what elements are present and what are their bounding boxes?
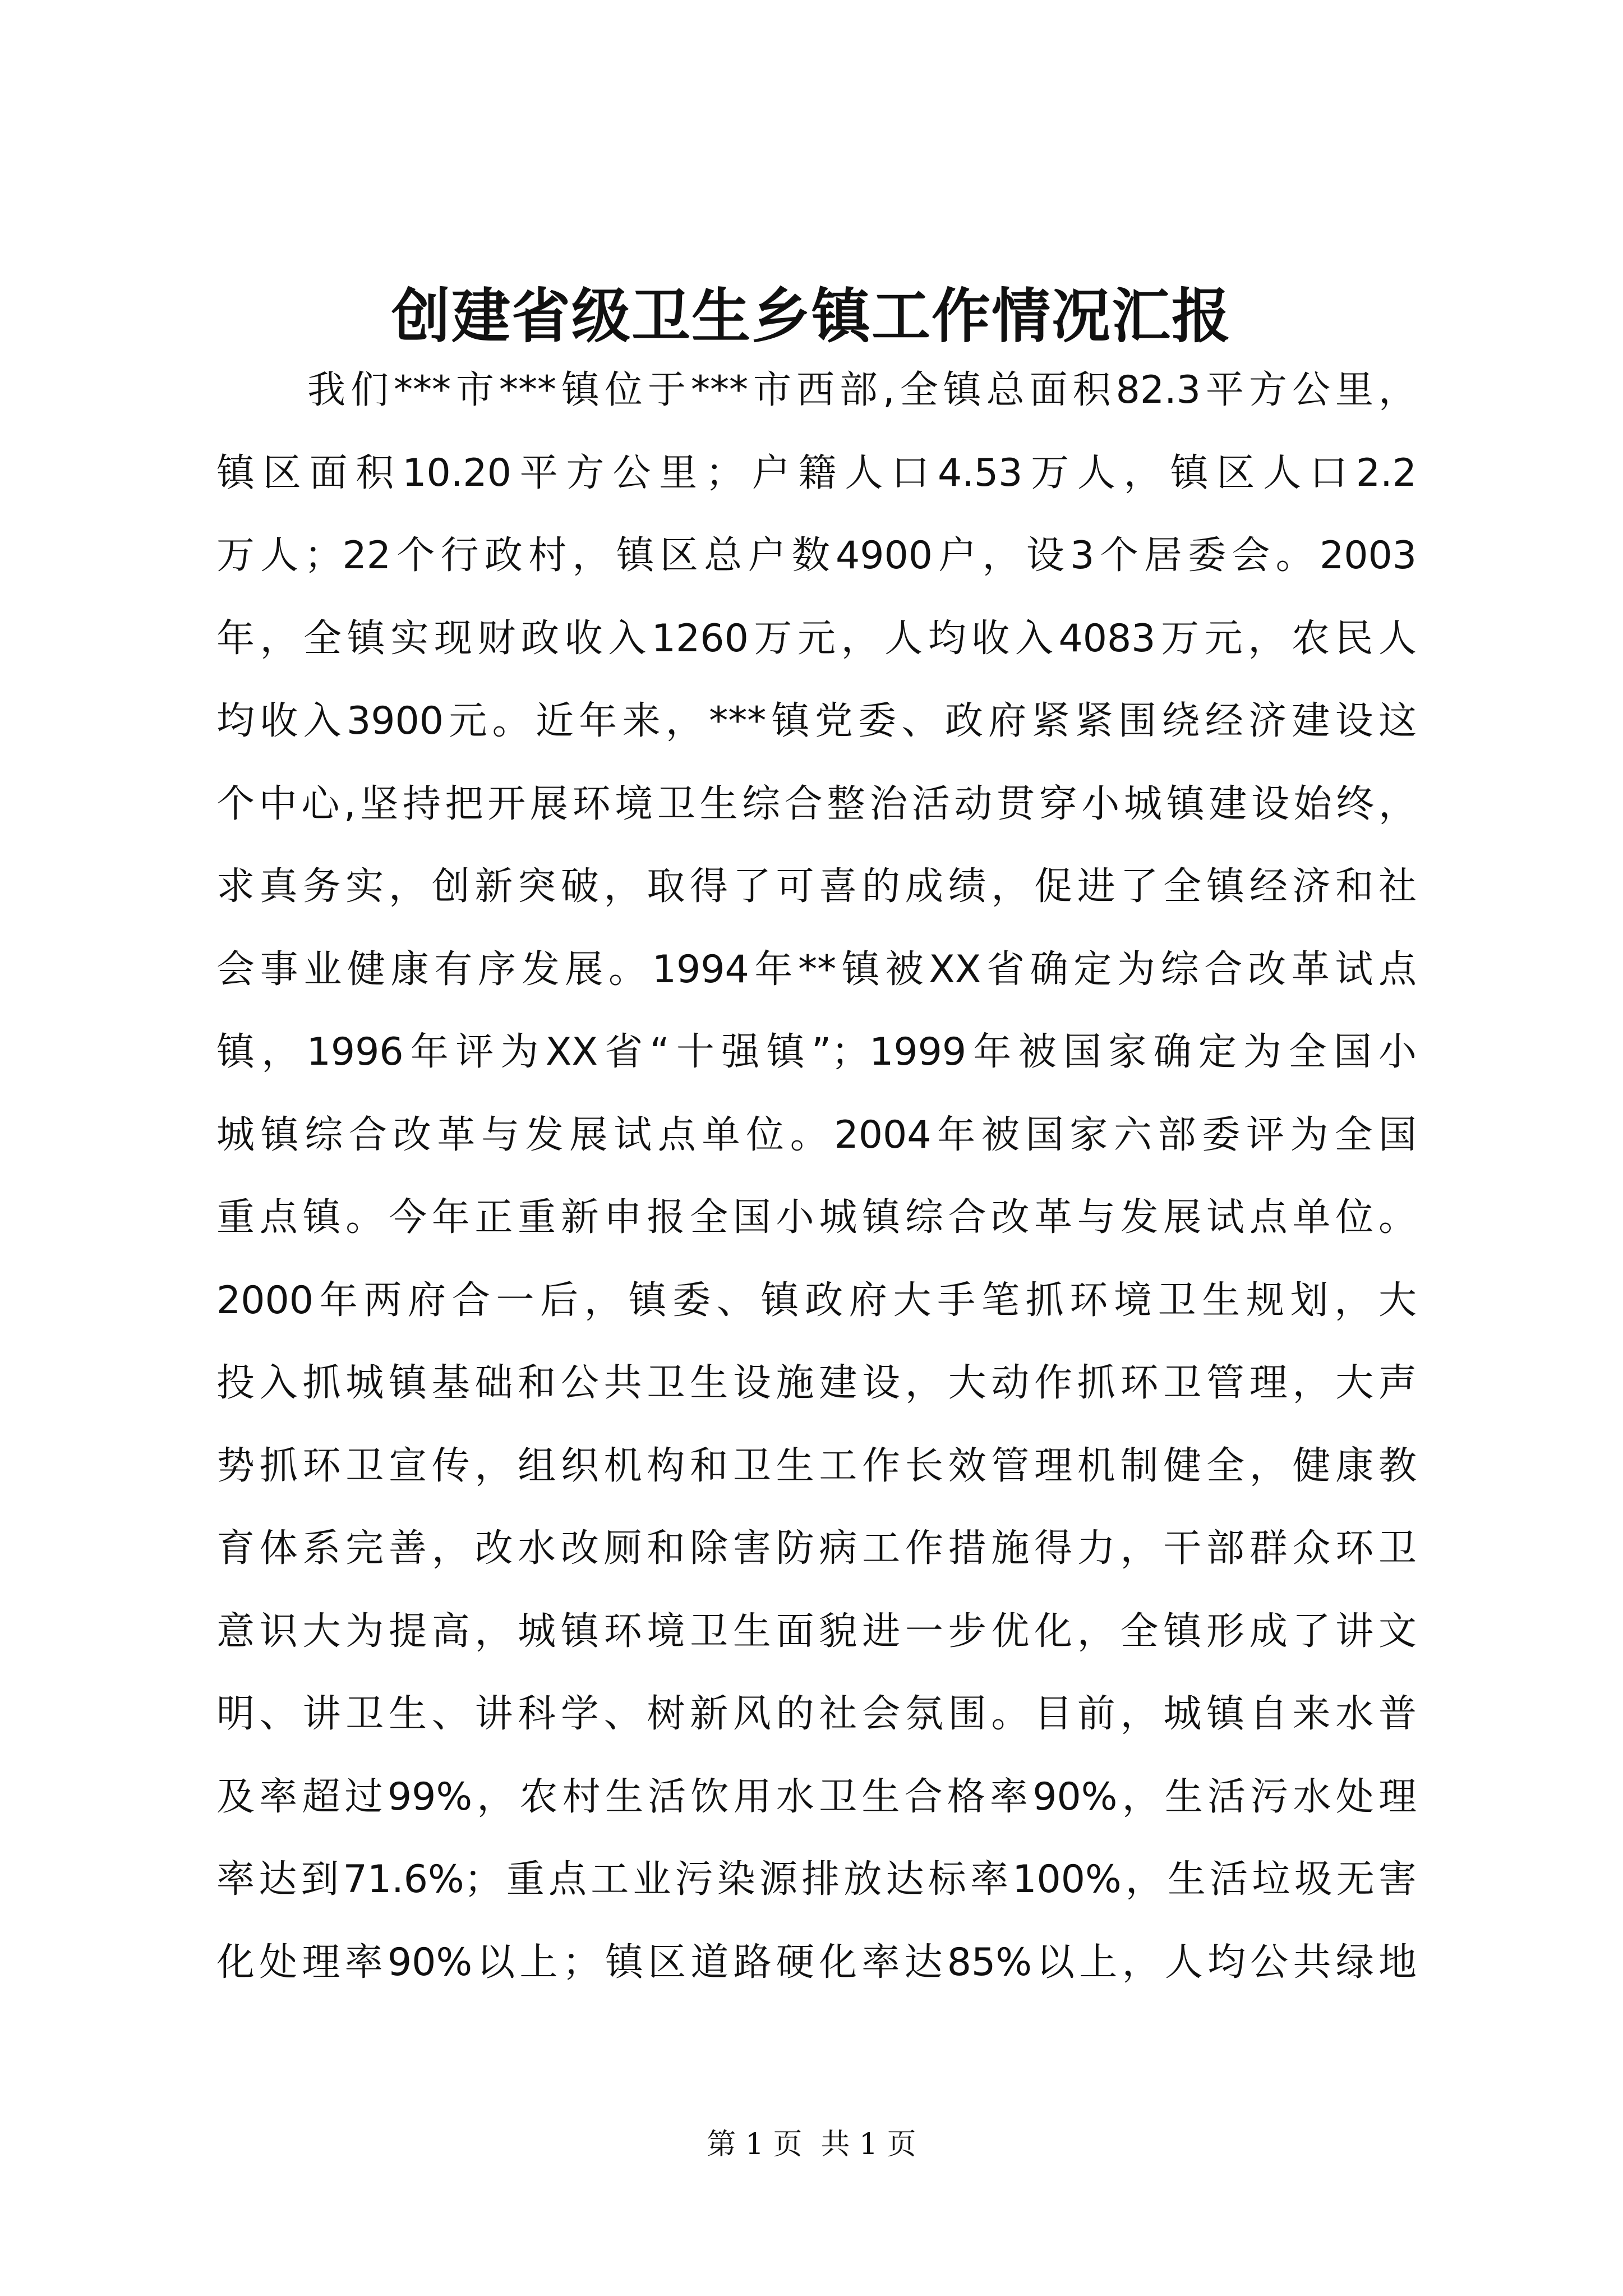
document-body <box>216 349 1417 2004</box>
body-line: 均收入3900元。近年来，***镇党委、政府紧紧围绕经济建设这 <box>216 699 1417 743</box>
body-line: 育体系完善，改水改厕和除害防病工作措施得力，干部群众环卫 <box>216 1526 1417 1571</box>
body-line: 镇，1996年评为XX省“十强镇”；1999年被国家确定为全国小 <box>216 1030 1417 1074</box>
body-line: 我们***市***镇位于***市西部,全镇总面积82.3平方公里， <box>307 368 1417 412</box>
body-line: 求真务实，创新突破，取得了可喜的成绩，促进了全镇经济和社 <box>216 864 1417 909</box>
body-line: 率达到71.6%；重点工业污染源排放达标率100%，生活垃圾无害 <box>216 1857 1417 1902</box>
body-line: 个中心,坚持把开展环境卫生综合整治活动贯穿小城镇建设始终， <box>216 781 1417 826</box>
body-line: 投入抓城镇基础和公共卫生设施建设，大动作抓环卫管理，大声 <box>216 1361 1417 1405</box>
body-line: 意识大为提高，城镇环境卫生面貌进一步优化，全镇形成了讲文 <box>216 1609 1417 1654</box>
body-line: 势抓环卫宣传，组织机构和卫生工作长效管理机制健全，健康教 <box>216 1443 1417 1488</box>
body-line: 2000年两府合一后，镇委、镇政府大手笔抓环境卫生规划，大 <box>216 1278 1417 1323</box>
page-footer: 第 1 页 共 1 页 <box>707 2128 916 2161</box>
body-line: 明、讲卫生、讲科学、树新风的社会氛围。目前，城镇自来水普 <box>216 1692 1417 1736</box>
body-line: 及率超过99%，农村生活饮用水卫生合格率90%，生活污水处理 <box>216 1774 1417 1819</box>
body-line: 会事业健康有序发展。1994年**镇被XX省确定为综合改革试点 <box>216 947 1417 992</box>
body-line: 重点镇。今年正重新申报全国小城镇综合改革与发展试点单位。 <box>216 1195 1417 1240</box>
body-line: 年，全镇实现财政收入1260万元，人均收入4083万元，农民人 <box>216 616 1417 661</box>
body-line: 城镇综合改革与发展试点单位。2004年被国家六部委评为全国 <box>216 1112 1417 1157</box>
body-line: 万人；22个行政村，镇区总户数4900户，设3个居委会。2003 <box>216 533 1417 578</box>
body-line: 化处理率90%以上；镇区道路硬化率达85%以上，人均公共绿地 <box>216 1940 1417 1985</box>
document-title: 创建省级卫生乡镇工作情况汇报 <box>391 281 1232 351</box>
body-line: 镇区面积10.20平方公里；户籍人口4.53万人，镇区人口2.2 <box>216 450 1417 495</box>
